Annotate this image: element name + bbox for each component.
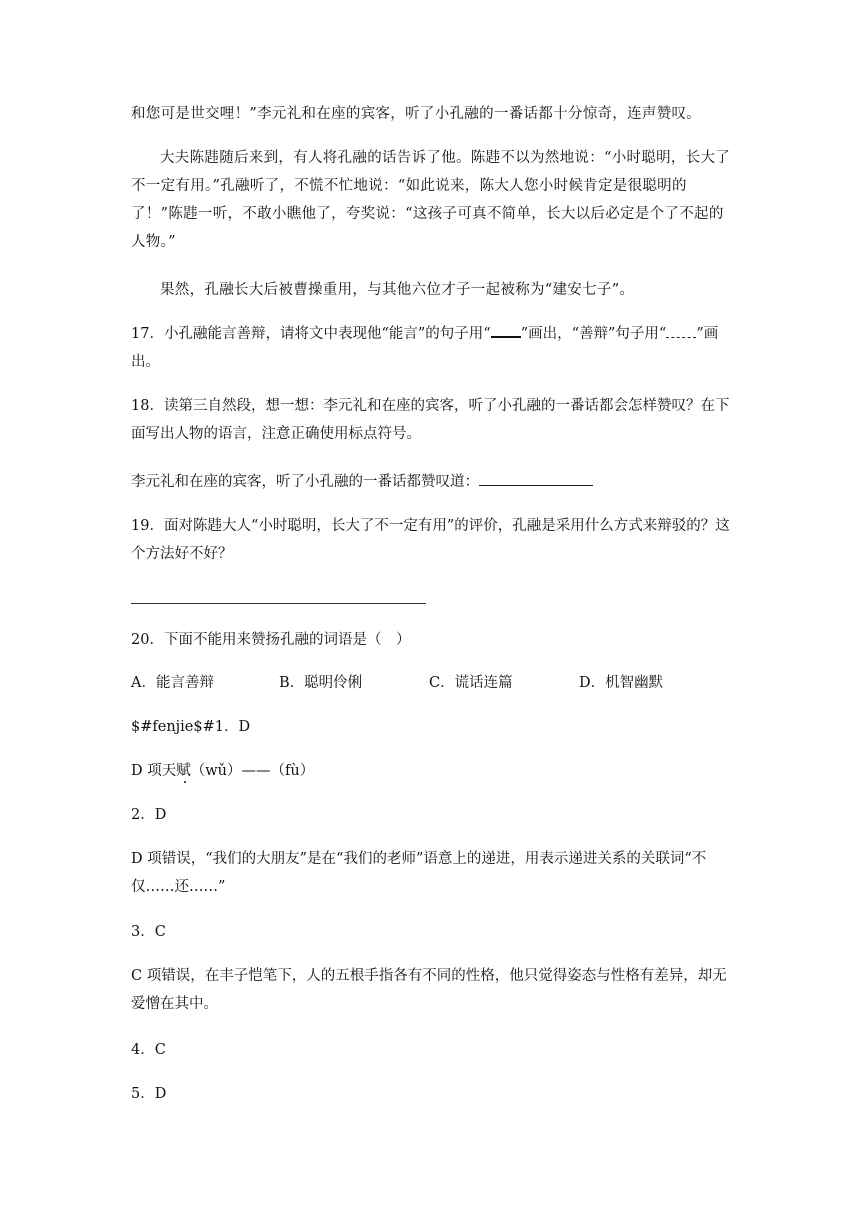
question-18-answer-row [131, 468, 731, 496]
question-18-prompt: 李元礼和在座的宾客，听了小孔融的一番话都赞叹道： [131, 474, 479, 490]
answer-1-note-dotted-char: 赋 [176, 763, 191, 779]
question-19-answer-line[interactable] [131, 603, 426, 604]
answer-1-note-pre: D 项天 [131, 763, 177, 779]
answer-2-note: D 项错误，“我们的大朋友”是在“我们的老师”语意上的递进，用表示递进关系的关联词“不仅……还……” [131, 851, 707, 895]
question-17 [131, 320, 731, 376]
answer-1-note-post: （wǔ）——（fù） [190, 763, 315, 779]
answer-1: $#fenjie$#1．D [131, 719, 251, 735]
question-20-options [131, 669, 731, 697]
question-17-text-2: ”画出，“善辩”句子用“ [520, 326, 667, 342]
story-paragraph-3: 果然，孔融长大后被曹操重用，与其他六位才子一起被称为“建安七子”。 [160, 282, 635, 298]
story-paragraph-1: 和您可是世交哩！”李元礼和在座的宾客，听了小孔融的一番话都十分惊奇，连声赞叹。 [131, 106, 702, 122]
solid-underline-sample [491, 322, 521, 338]
question-18: 18．读第三自然段，想一想：李元礼和在座的宾客，听了小孔融的一番话都会怎样赞叹？在下面写出人物的语言，注意正确使用标点符号。 [131, 398, 730, 442]
question-19: 19．面对陈韪大人“小时聪明，长大了不一定有用”的评价，孔融是采用什么方式来辩驳的？这个方法好不好？ [131, 518, 730, 562]
question-18-answer-blank[interactable] [479, 471, 593, 486]
story-paragraph-2: 大夫陈韪随后来到，有人将孔融的话告诉了他。陈韪不以为然地说：“小时聪明，长大了不一定有用。”孔融听了，不慌不忙地说：“如此说来，陈大人您小时候肯定是很聪明的了！”陈韪一听，不敢小瞧他了，夸奖说：“这孩子可真不简单，长大以后必定是个了不起的人物。” [131, 150, 731, 250]
answer-3: 3．C [131, 924, 166, 940]
answer-1-note [131, 757, 731, 785]
question-17-text-1: 17．小孔融能言善辩，请将文中表现他“能言”的句子用“ [131, 326, 491, 342]
answer-4: 4．C [131, 1042, 166, 1058]
option-c[interactable]: C．谎话连篇 [429, 675, 513, 691]
question-20: 20．下面不能用来赞扬孔融的词语是（ ） [131, 632, 411, 648]
answer-2: 2．D [131, 807, 167, 823]
option-b[interactable]: B．聪明伶俐 [279, 675, 363, 691]
option-a[interactable]: A．能言善辩 [131, 675, 214, 691]
option-d[interactable]: D．机智幽默 [579, 675, 664, 691]
answer-5: 5．D [131, 1086, 167, 1102]
wavy-underline-sample [666, 323, 696, 338]
answer-3-note: C 项错误，在丰子恺笔下，人的五根手指各有不同的性格，他只觉得姿态与性格有差异，却无爱憎在其中。 [131, 968, 727, 1012]
question-17-text-3: ”画出。 [131, 326, 719, 370]
